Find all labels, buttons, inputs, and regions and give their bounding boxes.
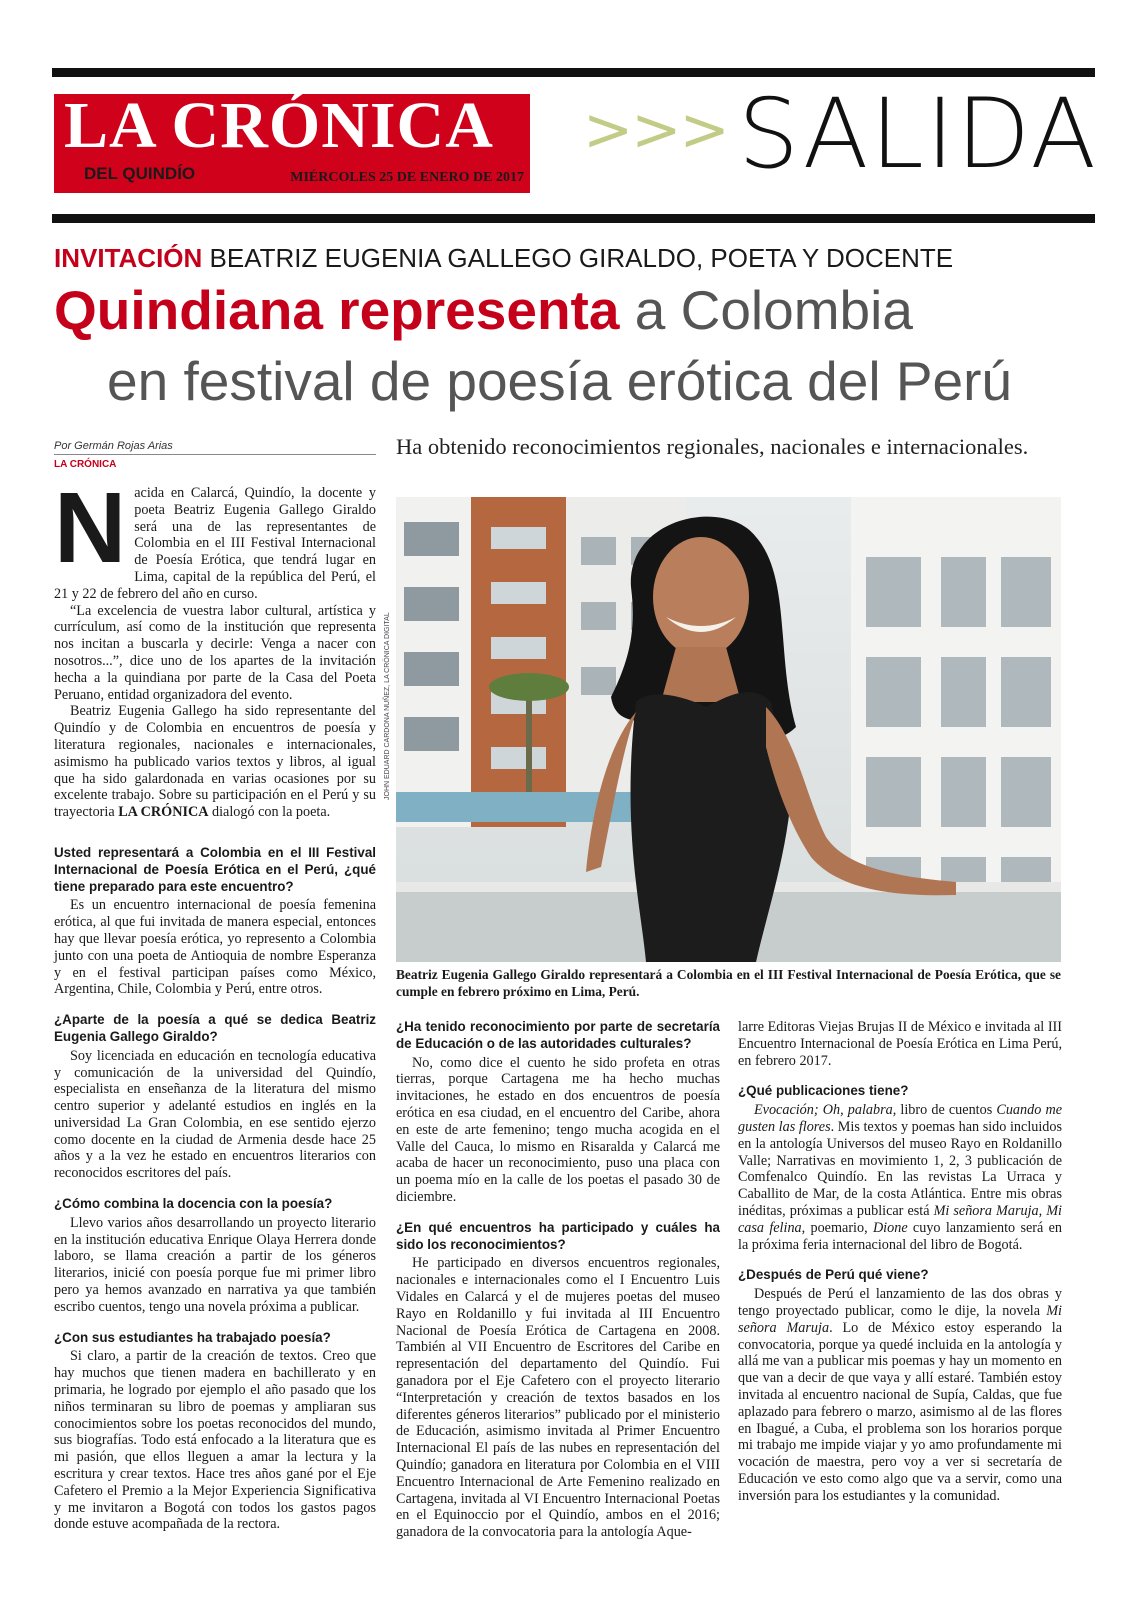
logo-title: LA CRÓNICA xyxy=(64,89,494,162)
logo-subtitle: DEL QUINDÍO xyxy=(84,164,196,183)
byline-source: LA CRÓNICA xyxy=(54,459,117,470)
book-title: Mi señora Maruja xyxy=(738,1302,1062,1336)
question: ¿Después de Perú qué viene? xyxy=(738,1267,929,1283)
answer: Llevo varios años desarrollando un proyecto literario en la institución educativa Enrique Olaya Herrera donde laboro, se llama creación a partir de los géneros literarios, inicié con poesía porque fue mi primer libro pero ya hemos avanzado en narrativa ya que también escribo cuentos, tengo una novela próxima a publicar. xyxy=(54,1214,376,1315)
paragraph xyxy=(54,703,376,821)
column-1 xyxy=(54,472,376,1533)
paragraph-text: dialogó con la poeta. xyxy=(208,804,331,821)
answer-text: , poemario, xyxy=(801,1219,873,1236)
deck: Ha obtenido reconocimientos regionales, nacionales e internacionales. xyxy=(396,434,1029,459)
photo-illustration xyxy=(396,497,1061,962)
headline-grey: a Colombia xyxy=(619,279,913,341)
issue-date: MIÉRCOLES 25 DE ENERO DE 2017 xyxy=(290,170,524,185)
newspaper-logo[interactable] xyxy=(54,89,530,193)
column-3 xyxy=(738,1019,1062,1505)
question: ¿Qué publicaciones tiene? xyxy=(738,1083,909,1099)
answer-continued: larre Editoras Viejas Brujas II de México e invitada al III Encuentro Internacional de Poesía Erótica en Lima Perú, en febrero 2017. xyxy=(738,1019,1062,1069)
answer-text: libro de cuentos xyxy=(896,1102,997,1119)
answer-text: . Mis textos y poemas han sido incluidos en la antología Universos del museo Rayo en Roldanillo Valle; Narrativas en movimiento 1, 2, 3 publicación de Comfenalco Quindío. En las revistas La Urraca y Caballito de Mar, de la costa Atlántica. Entre mis obras inéditas, próximas a publicar está xyxy=(738,1118,1063,1219)
book-title: Cuando me gusten las flores xyxy=(738,1102,1062,1135)
paragraph-text: Beatriz Eugenia Gallego ha sido representante del Quindío y de Colombia en encuentros de poesía y literatura regionales, nacionales e internacionales, asimismo ha publicado varios textos y libros, al igual que ha sido galardonada en varias ocasiones por su excelente trabajo. Sobre su participación en el Perú y su trayectoria xyxy=(54,703,376,821)
answer-text: Después de Perú el lanzamiento de las dos obras y tengo proyectado publicar, como le dije, la novela xyxy=(738,1286,1062,1319)
answer: Es un encuentro internacional de poesía femenina erótica, al que fui invitada de manera especial, entonces hay que llevar poesía erótica, yo represento a Colombia junto con una poeta de Antioquia de nombre Esperanza y en el festival participan países como México, Argentina, Chile, Colombia y Perú, entre otros. xyxy=(54,897,376,998)
section-name: SALIDA xyxy=(738,78,1099,190)
answer: No, como dice el cuento he sido profeta en otras tierras, porque Cartagena me ha hecho muchas invitaciones, he estado en dos encuentros de poesía erótica en esa ciudad, en el encuentro del Caribe, ahora en este de arte femenino; tengo mucha acogida en el Valle del Cauca, lo mismo en Risaralda y Calarcá me acaba de hacer un reconocimiento, puso una placa con un poema mío en la calle de los poetas el pasado 30 de diciembre. xyxy=(396,1054,720,1205)
paragraph: “La excelencia de vuestra labor cultural, artística y currículum, así como de la institución que representa nos incitan a buscarla y decirle: Venga a nacer con nosotros...”, dice uno de los apartes de la invitación hecha a la quindiana por parte de la Casa del Poeta Peruano, entidad organizadora del evento. xyxy=(54,602,376,703)
byline: Por Germán Rojas Arias xyxy=(54,440,173,452)
masthead-bottom-rule xyxy=(52,214,1095,223)
headline-line-2: en festival de poesía erótica del Perú xyxy=(107,350,1013,412)
answer: Soy licenciada en educación en tecnología educativa y comunicación de la universidad del Quindío, especialista en enseñanza de la literatura del mismo centro superior y adelanté estudios en inglés en la universidad La Gran Colombia, en ese sentido ejerzo como docente en la ciudad de Armenia desde hace 25 años y a la vez he estado en encuentros literarios con reconocidos escritores del país. xyxy=(54,1047,376,1182)
drop-cap: N xyxy=(54,472,127,584)
question: ¿Ha tenido reconocimiento por parte de secretaría de Educación o de las autoridades culturales? xyxy=(396,1019,720,1051)
question: ¿Cómo combina la docencia con la poesía? xyxy=(54,1196,333,1212)
masthead-top-rule xyxy=(52,68,1095,77)
question: Usted representará a Colombia en el III Festival Internacional de Poesía Erótica en el Perú, ¿qué tiene preparado para este encuentro? xyxy=(54,844,376,894)
answer-text: . Lo de México estoy esperando la convocatoria, porque ya quedé incluida en la antología y allá me van a publicar mis poemas y hay un momento en que van a decir de que vaya y allí estaré. También estoy invitada al encuentro nacional de Supía, Caldas, que fue aplazado para febrero o marzo, asimismo al de las flores en Ibagué, a Cuba, el problema son los horarios porque mi trabajo me impide viajar y yo amo profundamente mi vocación de maestra, pero voy a ver si secretaría de Educación ve esto como algo que va a servir, como una inversión para los estudiantes y la comunidad. xyxy=(738,1319,1062,1504)
photo-credit: JOHN EDUARD CARDONA NUÑEZ, LA CRÓNICA DIGITAL xyxy=(384,612,391,800)
headline-red: Quindiana representa xyxy=(54,279,620,341)
answer xyxy=(738,1102,1062,1253)
answer: He participado en diversos encuentros regionales, nacionales e internacionales como el I Encuentro Luis Vidales en Calarcá y el de mujeres poetas del museo Rayo en Roldanillo y fui invitada al III Encuentro Nacional de Poesía Erótica de Cartagena en 2008. También al VII Encuentro de Escritores del Caribe en representación del departamento del Quindío. Fui ganadora por el Eje Cafetero con el proyecto literario “Interpretación y creación de textos basados en los diferentes géneros literarios” publicado por el ministerio de Educación, asimismo invitada al Primer Encuentro Internacional El país de las nubes en representación del Quindío; ganadora en literatura por Colombia en el VIII Encuentro Internacional de Arte Femenino realizado en Cartagena, invitada al VI Encuentro Internacional Poetas en el Equinoccio por el Quindío, ambos en el 2016; ganadora de la convocatoria para la antología Aque- xyxy=(396,1255,720,1541)
book-title: Mi señora Maruja, Mi casa felina xyxy=(738,1202,1062,1236)
kicker-text: BEATRIZ EUGENIA GALLEGO GIRALDO, POETA Y DOCENTE xyxy=(202,243,954,273)
kicker-tag: INVITACIÓN xyxy=(54,243,203,273)
question: ¿En qué encuentros ha participado y cuáles ha sido los reconocimientos? xyxy=(396,1219,720,1252)
photo-caption: Beatriz Eugenia Gallego Giraldo representará a Colombia en el III Festival Internacional de Poesía Erótica, que se cumple en febrero próximo en Lima, Perú. xyxy=(396,967,1061,999)
kicker xyxy=(54,243,953,274)
byline-rule xyxy=(54,454,376,455)
intro-paragraph: acida en Calarcá, Quindío, la docente y poeta Beatriz Eugenia Gallego Giraldo será una de las representantes de Colombia en el III Festival Internacional de Poesía Erótica, que tendrá lugar en Lima, capital de la república del Perú, el 21 y 22 de febrero del año en curso. xyxy=(54,485,376,602)
question: ¿Aparte de la poesía a qué se dedica Beatriz Eugenia Gallego Giraldo? xyxy=(54,1012,376,1044)
column-2 xyxy=(396,1019,720,1541)
book-title: Dione xyxy=(872,1219,908,1236)
headline-line-1 xyxy=(54,279,913,341)
article-photo[interactable] xyxy=(396,497,1061,962)
answer: Si claro, a partir de la creación de textos. Creo que hay muchos que tienen madera en bachillerato y en primaria, he logrado por ejemplo el año pasado que los niños terminaran su libro de poemas y ampliaran sus conocimientos sobre los poetas reconocidos del mundo, sus biografías. Todo está enfocado a la literatura que es mi pasión, que ellos lleguen a amar la lectura y la escritura y crear textos. Hace tres años gané por el Eje Cafetero el Premio a la Mejor Experiencia Significativa y me invitaron a Bogotá con todos los gastos pagos donde estuve acompañada de la rectora. xyxy=(54,1348,376,1533)
book-title: Evocación; Oh, palabra, xyxy=(754,1102,897,1119)
answer xyxy=(738,1286,1062,1504)
newspaper-name: LA CRÓNICA xyxy=(118,804,209,821)
answer-text: cuyo lanzamiento será en la próxima feria internacional del libro de Bogotá. xyxy=(738,1219,1063,1253)
chevrons-icon: >>> xyxy=(583,95,728,165)
question: ¿Con sus estudiantes ha trabajado poesía? xyxy=(54,1329,331,1345)
